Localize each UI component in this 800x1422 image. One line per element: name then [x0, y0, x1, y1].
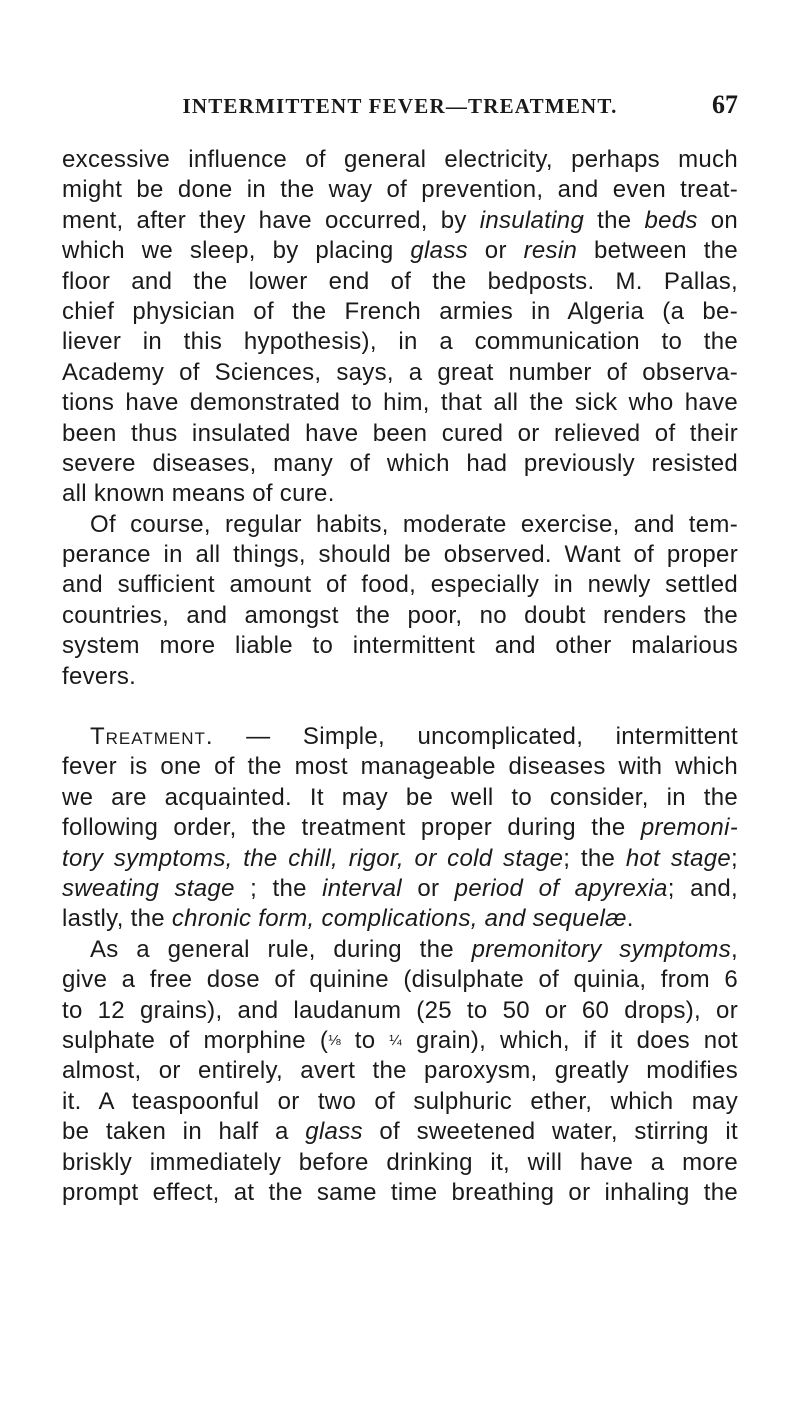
paragraph-treatment — [62, 722, 738, 935]
text-line: to 12 grains), and laudanum (25 to 50 or 60 drops), or — [62, 996, 738, 1024]
text-line: we are acquainted. It may be well to consider, in the — [62, 783, 738, 811]
text-line: Academy of Sciences, says, a great number of observa- — [62, 358, 738, 386]
text-line: ment, after they have occurred, by insulating the beds on — [62, 206, 739, 234]
text-line: system more liable to intermittent and other malarious — [62, 632, 738, 660]
text-line: tory symptoms, the chill, rigor, or cold stage; the hot stage; — [62, 844, 738, 872]
text-line: floor and the lower end of the bedposts. M. Pallas, — [62, 267, 738, 295]
text-line: sulphate of morphine (⅛ to ¼ grain), which, if it does not — [62, 1026, 738, 1054]
text-line: be taken in half a glass of sweetened water, stirring it — [62, 1118, 738, 1146]
text-line: sweating stage ; the interval or period of apyrexia; and, — [62, 874, 738, 902]
paragraph-general-rule — [62, 935, 738, 1209]
text-line: As a general rule, during the premonitory symptoms, — [90, 935, 738, 963]
text-line: prompt effect, at the same time breathing or inhaling the — [62, 1178, 738, 1206]
body-text — [62, 145, 738, 1208]
page-number: 67 — [712, 90, 738, 119]
text-line: countries, and amongst the poor, no doubt renders the — [62, 601, 738, 629]
text-line: following order, the treatment proper during the premoni- — [62, 814, 738, 842]
text-line: all known means of cure. — [62, 480, 335, 508]
text-line: lastly, the chronic form, complications, and sequelæ. — [62, 905, 634, 933]
running-title: INTERMITTENT FEVER—TREATMENT. — [182, 94, 618, 118]
text-line: been thus insulated have been cured or relieved of their — [62, 419, 738, 447]
text-line: Of course, regular habits, moderate exercise, and tem- — [90, 510, 738, 538]
text-line: liever in this hypothesis), in a communication to the — [62, 328, 738, 356]
text-line: severe diseases, many of which had previously resisted — [62, 449, 738, 477]
text-line: which we sleep, by placing glass or resin between the — [62, 237, 738, 265]
text-line: it. A teaspoonful or two of sulphuric ether, which may — [62, 1087, 738, 1115]
page-header — [60, 90, 740, 126]
text-line: tions have demonstrated to him, that all the sick who have — [62, 389, 738, 417]
text-line: chief physician of the French armies in Algeria (a be- — [62, 297, 738, 325]
text-line: briskly immediately before drinking it, will have a more — [62, 1148, 738, 1176]
text-line: almost, or entirely, avert the paroxysm, greatly modifies — [62, 1057, 738, 1085]
section-gap — [62, 692, 738, 722]
text-line: fever is one of the most manageable diseases with which — [62, 753, 738, 781]
paragraph-habits — [62, 510, 738, 692]
text-line: might be done in the way of prevention, and even treat- — [62, 176, 738, 204]
text-line: and sufficient amount of food, especially in newly settled — [62, 571, 738, 599]
text-line: excessive influence of general electricity, perhaps much — [62, 146, 738, 173]
paragraph-insulation — [62, 145, 738, 510]
text-line: give a free dose of quinine (disulphate of quinia, from 6 — [62, 966, 738, 994]
text-fragment: — Simple, uncomplicated, intermittent — [213, 723, 738, 751]
section-heading: Treatment. — [90, 723, 214, 751]
text-line: fevers. — [62, 662, 137, 690]
treatment-first-line — [62, 722, 738, 752]
text-line: perance in all things, should be observed. Want of proper — [62, 541, 738, 569]
